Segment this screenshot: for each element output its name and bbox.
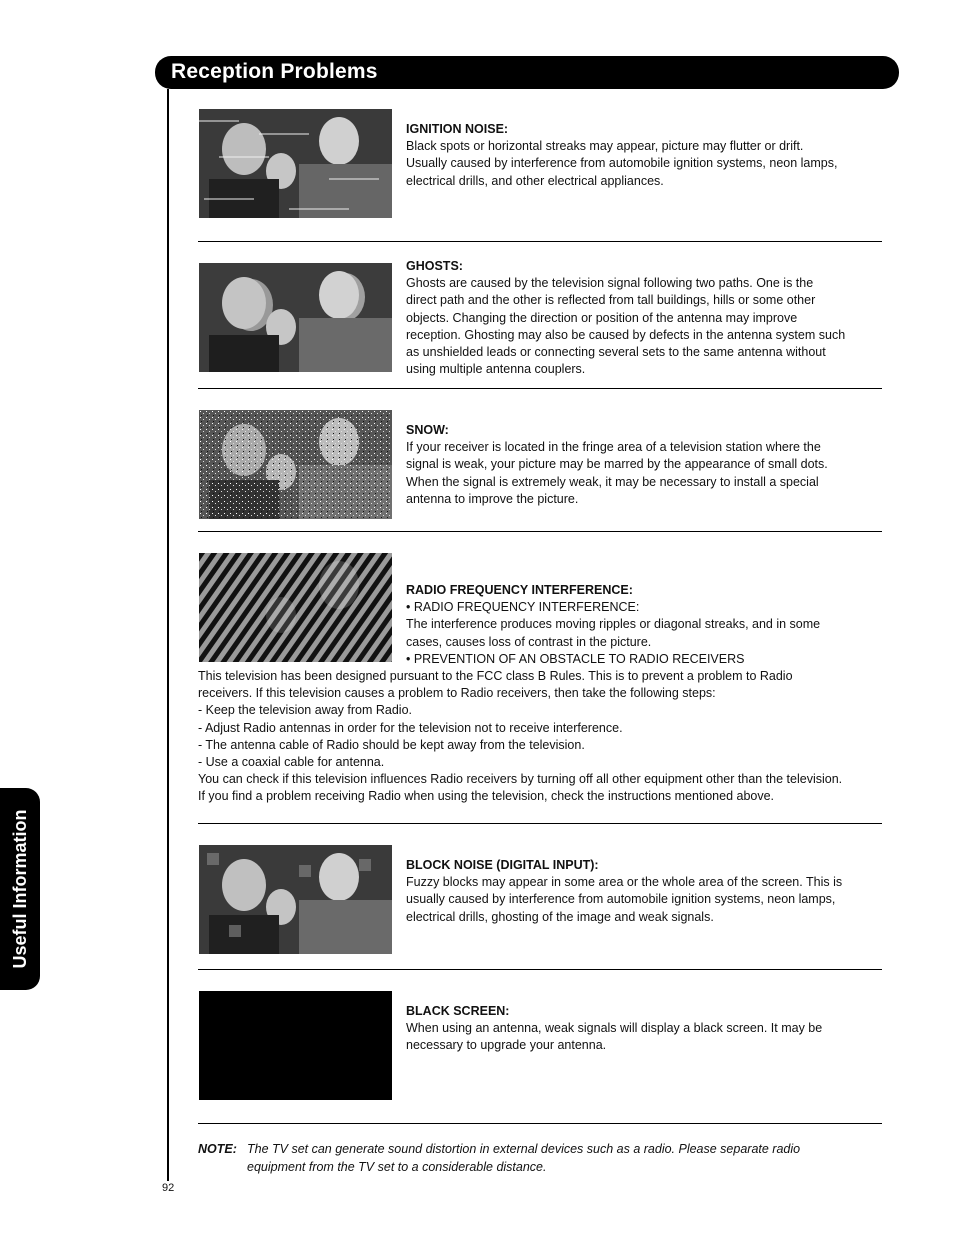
rfi-title: RADIO FREQUENCY INTERFERENCE: bbox=[406, 583, 633, 597]
section-line: using multiple antenna couplers. bbox=[406, 362, 586, 377]
divider bbox=[198, 531, 882, 532]
section-line: usually caused by interference from automobile ignition systems, neon lamps, bbox=[406, 892, 836, 907]
section-line: - Use a coaxial cable for antenna. bbox=[198, 755, 385, 770]
section-line: Fuzzy blocks may appear in some area or the whole area of the screen. This is bbox=[406, 875, 843, 890]
margin-rule bbox=[167, 89, 169, 1181]
section-line: • RADIO FREQUENCY INTERFERENCE: bbox=[406, 600, 640, 615]
section-line: direct path and the other is reflected from tall buildings, hills or some other bbox=[406, 293, 816, 308]
ghosts-photo bbox=[199, 263, 392, 372]
section-line: The interference produces moving ripples or diagonal streaks, and in some bbox=[406, 617, 821, 632]
section-line: Black spots or horizontal streaks may appear, picture may flutter or drift. bbox=[406, 139, 804, 154]
note-line: equipment from the TV set to a considerable distance. bbox=[247, 1160, 547, 1174]
section-line: This television has been designed pursuant to the FCC class B Rules. This is to prevent a problem to Radio bbox=[198, 669, 793, 683]
rfi-photo bbox=[199, 553, 392, 662]
section-line: You can check if this television influences Radio receivers by turning off all other equipment other than the television. bbox=[198, 772, 843, 787]
ghosts-text bbox=[406, 258, 884, 378]
ignition-noise-photo bbox=[199, 109, 392, 218]
black-screen-photo bbox=[199, 991, 392, 1100]
note-text bbox=[247, 1140, 887, 1176]
section-line: - Keep the television away from Radio. bbox=[198, 703, 412, 718]
divider bbox=[198, 823, 882, 824]
page-header bbox=[155, 56, 899, 89]
block-noise-title: BLOCK NOISE (DIGITAL INPUT): bbox=[406, 858, 599, 872]
section-line: • PREVENTION OF AN OBSTACLE TO RADIO RECEIVERS bbox=[406, 651, 745, 666]
page-title: Reception Problems bbox=[171, 60, 378, 83]
snow-title: SNOW: bbox=[406, 423, 449, 437]
divider bbox=[198, 1123, 882, 1124]
section-line: Ghosts are caused by the television signal following two paths. One is the bbox=[406, 276, 814, 291]
section-line: electrical drills, and other electrical appliances. bbox=[406, 173, 664, 188]
note-line: The TV set can generate sound distortion in external devices such as a radio. Please separate radio bbox=[247, 1142, 801, 1156]
snow-photo bbox=[199, 410, 392, 519]
section-line: antenna to improve the picture. bbox=[406, 491, 579, 506]
side-tab bbox=[0, 788, 40, 990]
section-line: receivers. If this television causes a problem to Radio receivers, then take the following steps: bbox=[198, 686, 716, 701]
section-line: - The antenna cable of Radio should be kept away from the television. bbox=[198, 737, 585, 752]
page-number: 92 bbox=[162, 1182, 175, 1194]
black-screen-title: BLACK SCREEN: bbox=[406, 1004, 510, 1018]
section-line: If your receiver is located in the fringe area of a television station where the bbox=[406, 440, 821, 455]
ignition-noise-text bbox=[406, 121, 884, 190]
ignition-noise-title: IGNITION NOISE: bbox=[406, 122, 509, 136]
section-line: reception. Ghosting may also be caused by defects in the antenna system such bbox=[406, 327, 846, 342]
black-screen-text bbox=[406, 1003, 884, 1055]
side-tab-label: Useful Information bbox=[10, 809, 30, 969]
section-line: cases, causes loss of contrast in the picture. bbox=[406, 634, 652, 649]
ghosts-title: GHOSTS: bbox=[406, 259, 463, 273]
section-line: When using an antenna, weak signals will display a black screen. It may be bbox=[406, 1021, 823, 1036]
section-line: When the signal is extremely weak, it may be necessary to install a special bbox=[406, 474, 819, 489]
divider bbox=[198, 388, 882, 389]
snow-text bbox=[406, 422, 884, 508]
section-line: as unshielded leads or connecting several sets to the same antenna without bbox=[406, 345, 826, 360]
section-line: - Adjust Radio antennas in order for the television not to receive interference. bbox=[198, 720, 623, 735]
section-line: If you find a problem receiving Radio when using the television, check the instructions mentioned above. bbox=[198, 789, 775, 804]
section-line: objects. Changing the direction or position of the antenna may improve bbox=[406, 310, 798, 325]
section-line: necessary to upgrade your antenna. bbox=[406, 1038, 607, 1053]
block-noise-photo bbox=[199, 845, 392, 954]
section-line: signal is weak, your picture may be marred by the appearance of small dots. bbox=[406, 457, 828, 472]
divider bbox=[198, 969, 882, 970]
block-noise-text bbox=[406, 857, 884, 926]
section-line: electrical drills, ghosting of the image and weak signals. bbox=[406, 909, 714, 924]
divider bbox=[198, 241, 882, 242]
rfi-text bbox=[406, 582, 884, 668]
note-label: NOTE: bbox=[198, 1142, 237, 1156]
section-line: Usually caused by interference from automobile ignition systems, neon lamps, bbox=[406, 156, 838, 171]
rfi-fcc-text bbox=[198, 668, 888, 806]
